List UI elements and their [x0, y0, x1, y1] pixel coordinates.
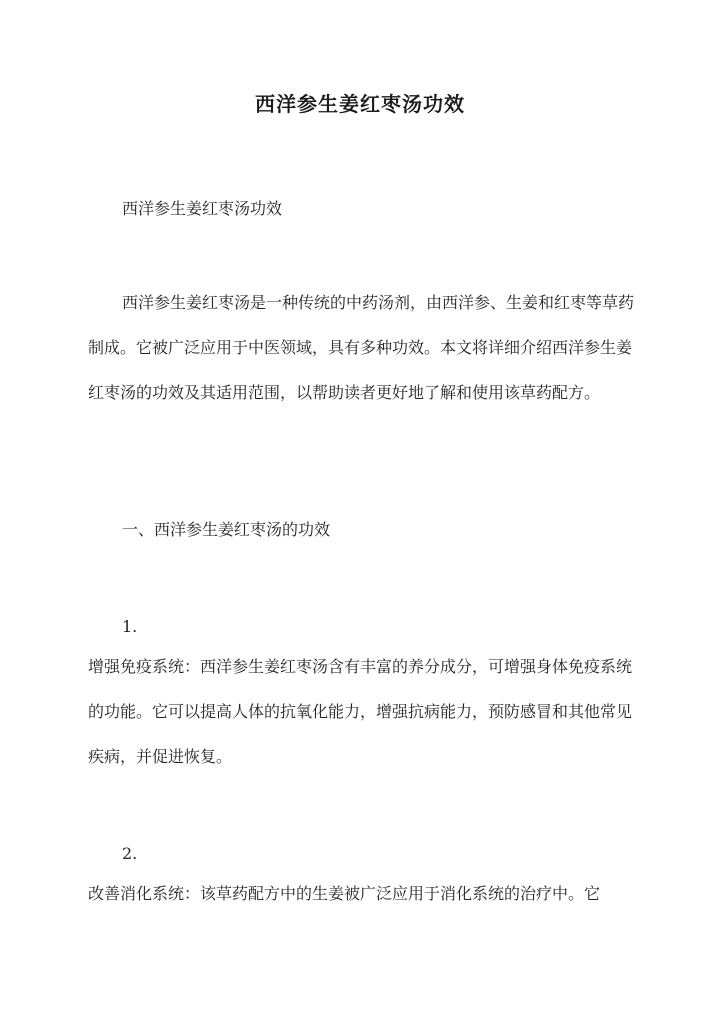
- list-item-text: 改善消化系统：该草药配方中的生姜被广泛应用于消化系统的治疗中。它: [88, 884, 601, 903]
- section-heading: 一、西洋参生姜红枣汤的功效: [122, 520, 331, 539]
- list-item-number: 1.: [122, 617, 138, 636]
- list-item-text: 增强免疫系统：西洋参生姜红枣汤含有丰富的养分成分，可增强身体免疫系统的功能。它可以提高人体的抗氧化能力，增强抗病能力，预防感冒和其他常见疾病，并促进恢复。: [88, 657, 633, 766]
- list-item-number: 2.: [122, 844, 138, 863]
- subtitle-paragraph: 西洋参生姜红枣汤功效: [122, 199, 283, 218]
- intro-paragraph: 西洋参生姜红枣汤是一种传统的中药汤剂，由西洋参、生姜和红枣等草药制成。它被广泛应用于中医领域，具有多种功效。本文将详细介绍西洋参生姜红枣汤的功效及其适用范围，以帮助读者更好地了解和使用该草药配方。: [88, 293, 635, 402]
- document-title: 西洋参生姜红枣汤功效: [255, 92, 465, 116]
